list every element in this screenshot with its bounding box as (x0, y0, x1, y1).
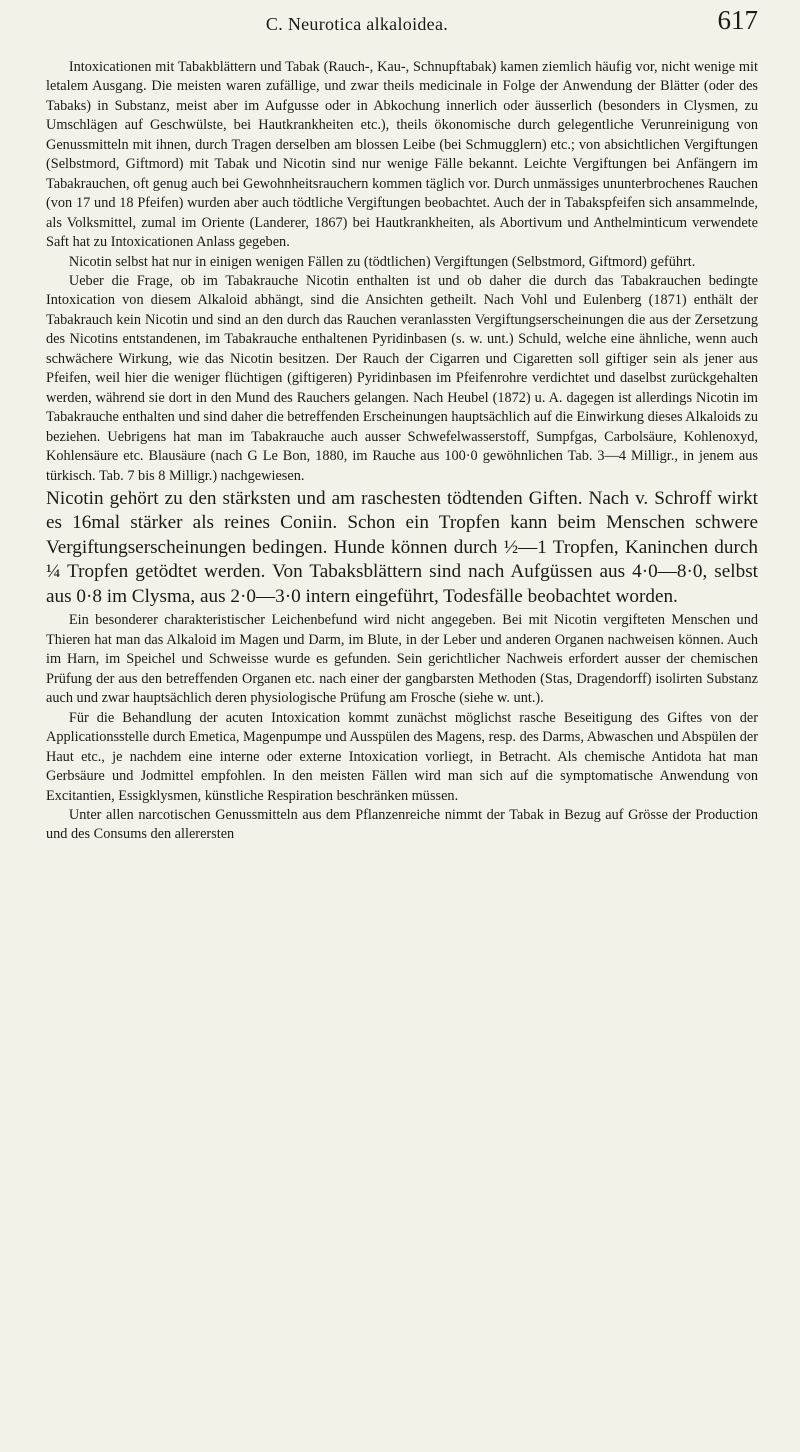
running-head (46, 0, 758, 58)
page-number: 617 (717, 5, 758, 35)
paragraph-treatment: Für die Behandlung der acuten Intoxication kommt zunächst möglichst rasche Beseitigung des Giftes von der Applicationsstelle durch Emetica, Magenpumpe und Ausspülen des Magens, resp. des Darms, Abwaschen und Abspülen der Haut etc., je nachdem eine interne oder externe Intoxication vorliegt, in Betracht. Als chemische Antidota hat man Gerbsäure und Jodmittel empfohlen. In den meisten Fällen wird man sich auf die symptomatische Anwendung von Excitantien, Essigklysmen, künstliche Respiration beschränken müssen. (46, 709, 758, 804)
paragraph-tobacco-smoke: Ueber die Frage, ob im Tabakrauche Nicotin enthalten ist und ob daher die durch das Tabakrauchen bedingte Intoxication von diesem Alkaloid abhängt, sind die Ansichten getheilt. Nach Vohl und Eulenberg (1871) enthält der Tabakrauch kein Nicotin und sind an den durch das Rauchen veranlassten Vergiftungserscheinungen die aus der Zersetzung des Nicotins entstandenen, im Tabakrauche enthaltenen Pyridinbasen (s. w. unt.) Schuld, welche eine ähnliche, wenn auch schwächere Wirkung, wie das Nicotin besitzen. Der Rauch der Cigarren und Cigaretten soll giftiger sein als jener aus Pfeifen, weil hier die weniger flüchtigen (giftigeren) Pyridinbasen im Pfeifenrohre verdichtet und daselbst zurückgehalten werden, während sie dort in den Mund des Rauchers gelangen. Nach Heubel (1872) u. A. dagegen ist allerdings Nicotin im Tabakrauche enthalten und sind daher die betreffenden Erscheinungen hauptsächlich auf die Einwirkung dieses Alkaloids zu beziehen. Uebrigens hat man im Tabakrauche auch ausser Schwefelwasserstoff, Sumpfgas, Carbolsäure, Kohlenoxyd, Kohlensäure etc. Blausäure (nach G Le Bon, 1880, im Rauche aus 100·0 gewöhnlichen Tab. 3—4 Milligr., in jenem aus türkisch. Tab. 7 bis 8 Milligr.) nachgewiesen. (46, 272, 758, 484)
paragraph-nicotine-poisonings: Nicotin selbst hat nur in einigen wenigen Fällen zu (tödtlichen) Vergiftungen (Selbstmord, Giftmord) geführt. (68, 253, 696, 270)
paragraph-toxicity-large-print: Nicotin gehört zu den stärksten und am raschesten tödtenden Giften. Nach v. Schroff wirkt es 16mal stärker als reines Coniin. Schon ein Tropfen kann beim Menschen schwere Vergiftungserscheinungen bedingen. Hunde können durch ½—1 Tropfen, Kaninchen durch ¼ Tropfen getödtet werden. Von Tabaksblättern sind nach Aufgüssen aus 4·0—8·0, selbst aus 0·8 im Clysma, aus 2·0—3·0 intern eingeführt, Todesfälle beobachtet worden. (46, 487, 758, 607)
paragraph-intoxications: Intoxicationen mit Tabakblättern und Tabak (Rauch-, Kau-, Schnupftabak) kamen ziemlich häufig vor, nicht wenige mit letalem Ausgang. Die meisten waren zufällige, und zwar theils medicinale in Folge der Anwendung der Blätter (oder des Tabaks) in Substanz, meist aber im Aufgusse oder in Abkochung innerlich oder äusserlich (besonders in Clysmen, zu Umschlägen auf Geschwülste, bei Hautkrankheiten etc.), theils ökonomische durch gelegentliche Verunreinigung von Genussmitteln mit ihnen, durch Tragen derselben am blossen Leibe (bei Schmugglern) etc.; von absichtlichen Vergiftungen (Selbstmord, Giftmord) mit Tabak und Nicotin sind nur wenige Fälle bekannt. Leichte Vergiftungen bei Anfängern im Tabakrauchen, oft genug auch bei Gewohnheitsrauchern kommen täglich vor. Durch unmässiges ununterbrochenes Rauchen (von 17 und 18 Pfeifen) wurden aber auch tödtliche Vergiftungen beobachtet. Auch der in Tabakspfeifen sich ansammelnde, als Volksmittel, zumal im Oriente (Landerer, 1867) bei Hautkrankheiten, als Abortivum und Anthelminticum verwendete Saft hat zu Intoxicationen Anlass gegeben. (46, 59, 758, 251)
paragraph-narcotic-stimulants: Unter allen narcotischen Genussmitteln aus dem Pflanzenreiche nimmt der Tabak in Bezug auf Grösse der Production und des Consums den allerersten (46, 807, 758, 843)
paragraph-post-mortem: Ein besonderer charakteristischer Leichenbefund wird nicht angegeben. Bei mit Nicotin vergifteten Menschen und Thieren hat man das Alkaloid im Magen und Darm, im Blute, in der Leber und anderen Organen nachweisen können. Auch im Harn, im Speichel und Schweisse wurde es gefunden. Sein gerichtlicher Nachweis erfordert ausser der chemischen Prüfung der aus den betreffenden Organen etc. nach einer der gangbarsten Methoden (Stas, Dragendorff) isolirten Substanz auch und zwar hauptsächlich deren physiologische Prüfung am Frosche (siehe w. unt.). (46, 612, 758, 707)
body-text (46, 58, 758, 845)
running-title: C. Neurotica alkaloidea. (265, 14, 449, 34)
